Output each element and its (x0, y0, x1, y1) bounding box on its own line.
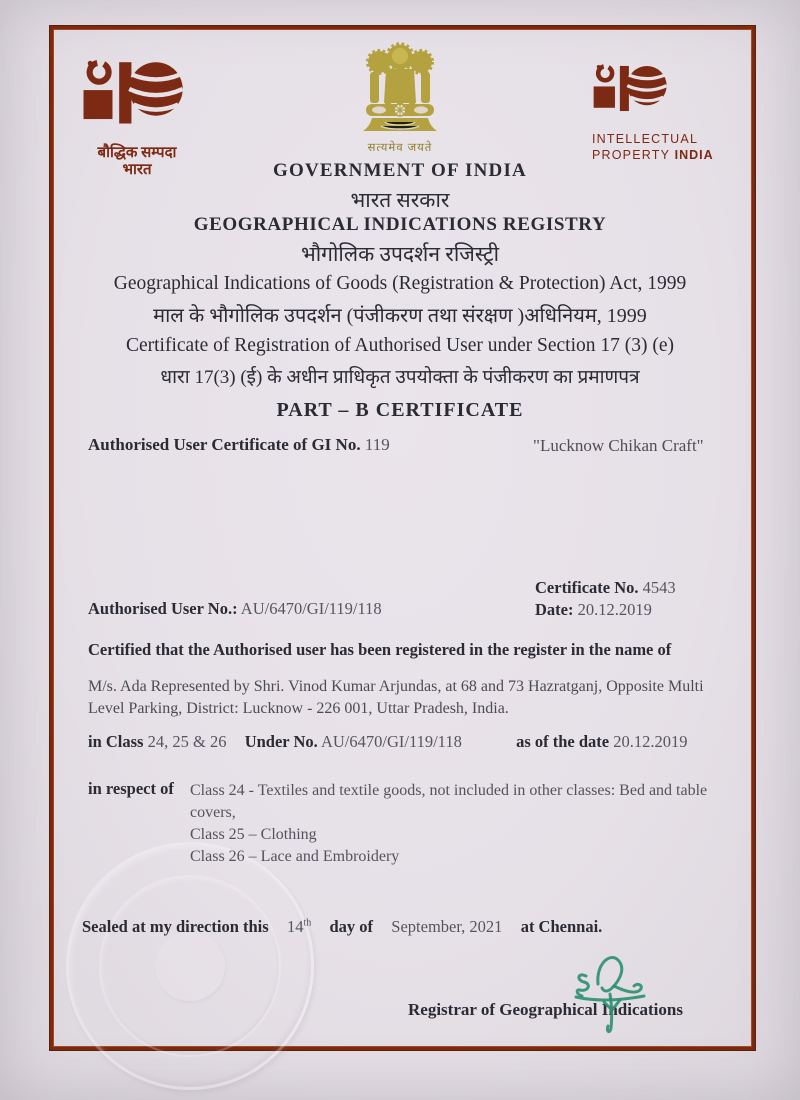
sealed-line (82, 917, 602, 937)
gi-registry-title: GEOGRAPHICAL INDICATIONS REGISTRY (193, 214, 607, 235)
in-respect-of-label: in respect of (88, 779, 174, 798)
authorised-user-value: AU/6470/GI/119/118 (240, 599, 382, 618)
class-24-item: Class 24 - Textiles and textile goods, not included in other classes: Bed and table covers, (190, 782, 708, 821)
gi-number-label: Authorised User Certificate of GI No. (88, 435, 361, 454)
date-label: Date: (535, 600, 574, 619)
in-class-label: in Class (88, 732, 144, 751)
ip-india-logo-right (592, 64, 742, 163)
date-value: 20.12.2019 (577, 600, 652, 619)
under-no-value: AU/6470/GI/119/118 (320, 732, 462, 751)
sealed-day: 14th (286, 917, 312, 936)
ip-india-caption-hindi: बौद्धिक सम्पदा भारत (97, 145, 177, 178)
certificate-date-line (535, 600, 652, 620)
authorised-user-number-line (88, 599, 382, 619)
satyameva-jayate-caption: सत्यमेव जयते (367, 142, 433, 154)
at-place-label: at Chennai. (520, 917, 603, 936)
holder-name-address: M/s. Ada Represented by Shri. Vinod Kumar Arjundas, at 68 and 73 Hazratganj, Opposite Multi Level Parking, District: Lucknow - 226 001, Uttar Pradesh, India. (88, 678, 704, 717)
national-emblem (352, 42, 448, 155)
as-of-date-label: as of the date (516, 732, 610, 751)
act-title-english: Geographical Indications of Goods (Registration & Protection) Act, 1999 (113, 273, 687, 294)
authorised-user-label: Authorised User No.: (88, 599, 238, 618)
gi-name: "Lucknow Chikan Craft" (533, 436, 704, 455)
under-no-label: Under No. (244, 732, 318, 751)
sealed-month-year: September, 2021 (391, 917, 503, 936)
certificate-number-line (535, 578, 676, 598)
ip-india-logo-icon (592, 64, 674, 122)
registrar-title: Registrar of Geographical Indications (408, 1000, 683, 1019)
class-26-item: Class 26 – Lace and Embroidery (190, 848, 400, 865)
class-under-no-line (88, 732, 687, 752)
in-class-value: 24, 25 & 26 (147, 732, 227, 751)
gi-number-value: 119 (364, 435, 390, 454)
gi-number-line (88, 435, 390, 455)
certified-statement: Certified that the Authorised user has been registered in the register in the name of (88, 640, 672, 659)
certificate-number-value: 4543 (642, 578, 676, 597)
government-of-india-title: GOVERNMENT OF INDIA (273, 160, 527, 181)
part-b-certificate-title: PART – B CERTIFICATE (276, 399, 524, 421)
sealed-label: Sealed at my direction this (82, 917, 269, 936)
government-of-india-hindi: भारत सरकार (350, 188, 450, 212)
ip-india-caption-english: INTELLECTUAL PROPERTY INDIA (592, 132, 714, 162)
goods-classes-list (190, 780, 710, 868)
section-title-hindi: धारा 17(3) (ई) के अधीन प्राधिकृत उपयोक्ता के पंजीकरण का प्रमाणपत्र (160, 367, 640, 388)
as-of-date-value: 20.12.2019 (613, 732, 688, 751)
lion-capital-icon (356, 42, 444, 134)
day-of-label: day of (329, 917, 374, 936)
ip-india-logo-icon (81, 60, 193, 138)
section-title-english: Certificate of Registration of Authorised User under Section 17 (3) (e) (125, 335, 674, 356)
gi-registry-hindi: भौगोलिक उपदर्शन रजिस्ट्री (300, 242, 500, 266)
certificate-number-label: Certificate No. (535, 578, 639, 597)
registrar-signature (568, 944, 658, 1044)
embossed-seal (66, 842, 314, 1090)
class-25-item: Class 25 – Clothing (190, 826, 317, 843)
act-title-hindi: माल के भौगोलिक उपदर्शन (पंजीकरण तथा संरक्षण )अधिनियम, 1999 (153, 305, 647, 327)
